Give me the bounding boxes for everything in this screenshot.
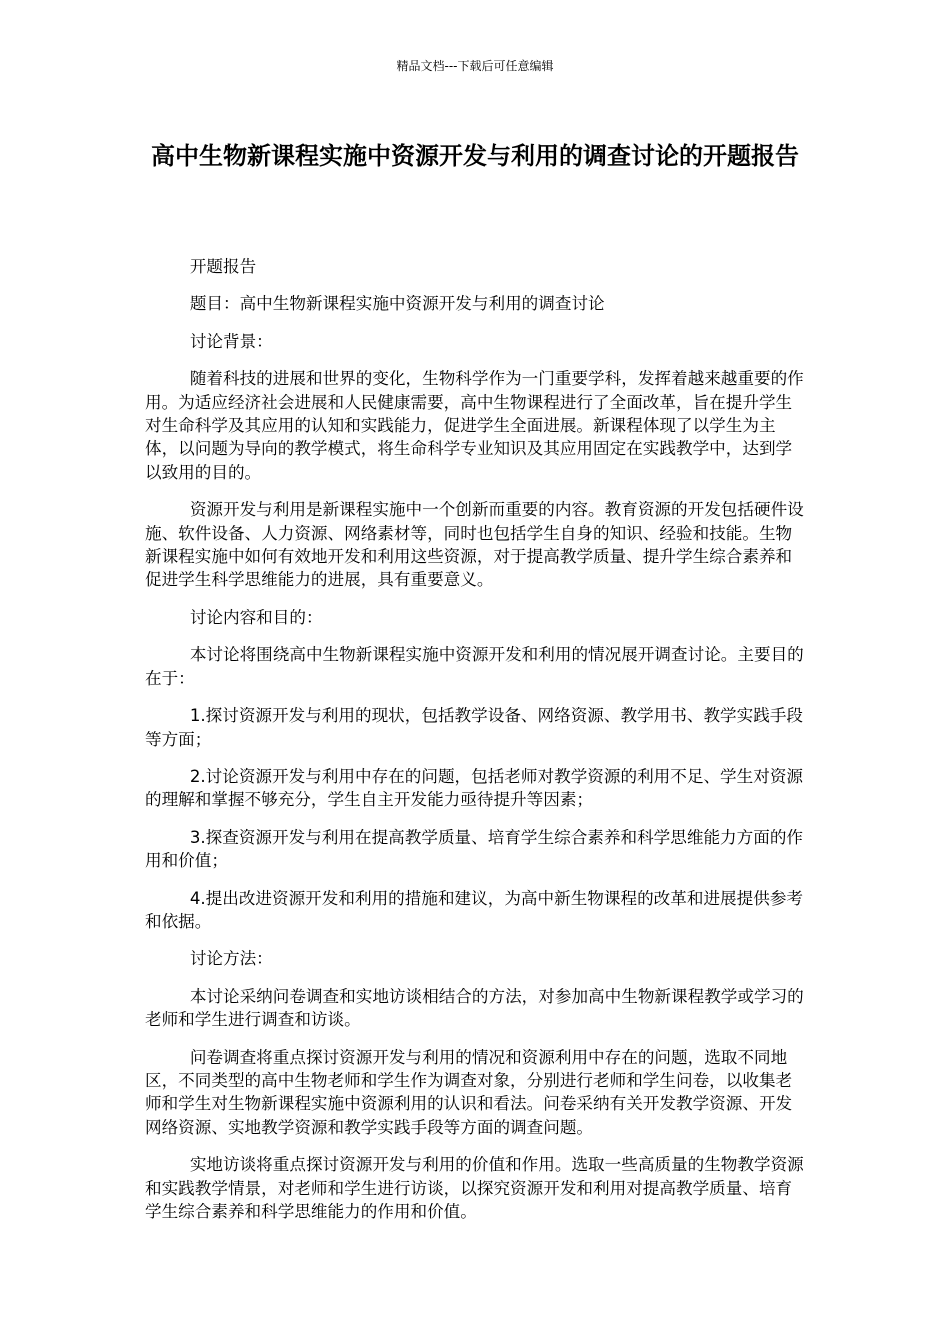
paragraph-method-3: 实地访谈将重点探讨资源开发与利用的价值和作用。选取一些高质量的生物教学资源和实践教学情景，对老师和学生进行访谈，以探究资源开发和利用对提高教学质量、培育学生综合素养和科学思维能力的作用和价值。 [145,1155,804,1221]
list-item-purpose-1: 1.探讨资源开发与利用的现状，包括教学设备、网络资源、教学用书、教学实践手段等方面； [145,706,804,749]
paragraph-purpose-intro: 本讨论将围绕高中生物新课程实施中资源开发和利用的情况展开调查讨论。主要目的在于： [145,645,804,688]
heading-method: 讨论方法： [189,949,273,969]
list-item-purpose-3: 3.探查资源开发与利用在提高教学质量、培育学生综合素养和科学思维能力方面的作用和价值； [145,827,804,871]
heading-content-purpose: 讨论内容和目的： [189,607,323,627]
header-note: 精品文档---下载后可任意编辑 [396,59,554,73]
paragraph-report-label: 开题报告 [189,257,257,276]
document-title: 高中生物新课程实施中资源开发与利用的调查讨论的开题报告 [151,142,799,170]
paragraph-method-1: 本讨论采纳问卷调查和实地访谈相结合的方法，对参加高中生物新课程教学或学习的老师和学生进行调查和访谈。 [145,986,804,1030]
paragraph-method-2: 问卷调查将重点探讨资源开发与利用的情况和资源利用中存在的问题，选取不同地区，不同类型的高中生物老师和学生作为调查对象，分别进行老师和学生问卷，以收集老师和学生对生物新课程实施中资源利用的认识和看法。问卷采纳有关开发教学资源、开发网络资源、实地教学资源和教学实践手段等方面的调查问题。 [145,1047,793,1137]
paragraph-background-1: 随着科技的进展和世界的变化，生物科学作为一门重要学科，发挥着越来越重要的作用。为适应经济社会进展和人民健康需要，高中生物课程进行了全面改革，旨在提升学生对生命科学及其应用的认知和实践能力，促进学生全面进展。新课程体现了以学生为主体，以问题为导向的教学模式，将生命科学专业知识及其应用固定在实践教学中，达到学以致用的目的。 [145,369,804,482]
list-item-purpose-2: 2.讨论资源开发与利用中存在的问题，包括老师对教学资源的利用不足、学生对资源的理解和掌握不够充分，学生自主开发能力亟待提升等因素； [145,766,804,810]
paragraph-background-2: 资源开发与利用是新课程实施中一个创新而重要的内容。教育资源的开发包括硬件设施、软件设备、人力资源、网络素材等，同时也包括学生自身的知识、经验和技能。生物新课程实施中如何有效地开发和利用这些资源，对于提高教学质量、提升学生综合素养和促进学生科学思维能力的进展，具有重要意义。 [145,500,804,590]
list-item-purpose-4: 4.提出改进资源开发和利用的措施和建议，为高中新生物课程的改革和进展提供参考和依据。 [145,888,804,931]
heading-background: 讨论背景： [189,331,273,351]
document-body [145,255,805,1237]
paragraph-topic: 题目：高中生物新课程实施中资源开发与利用的调查讨论 [189,294,605,314]
